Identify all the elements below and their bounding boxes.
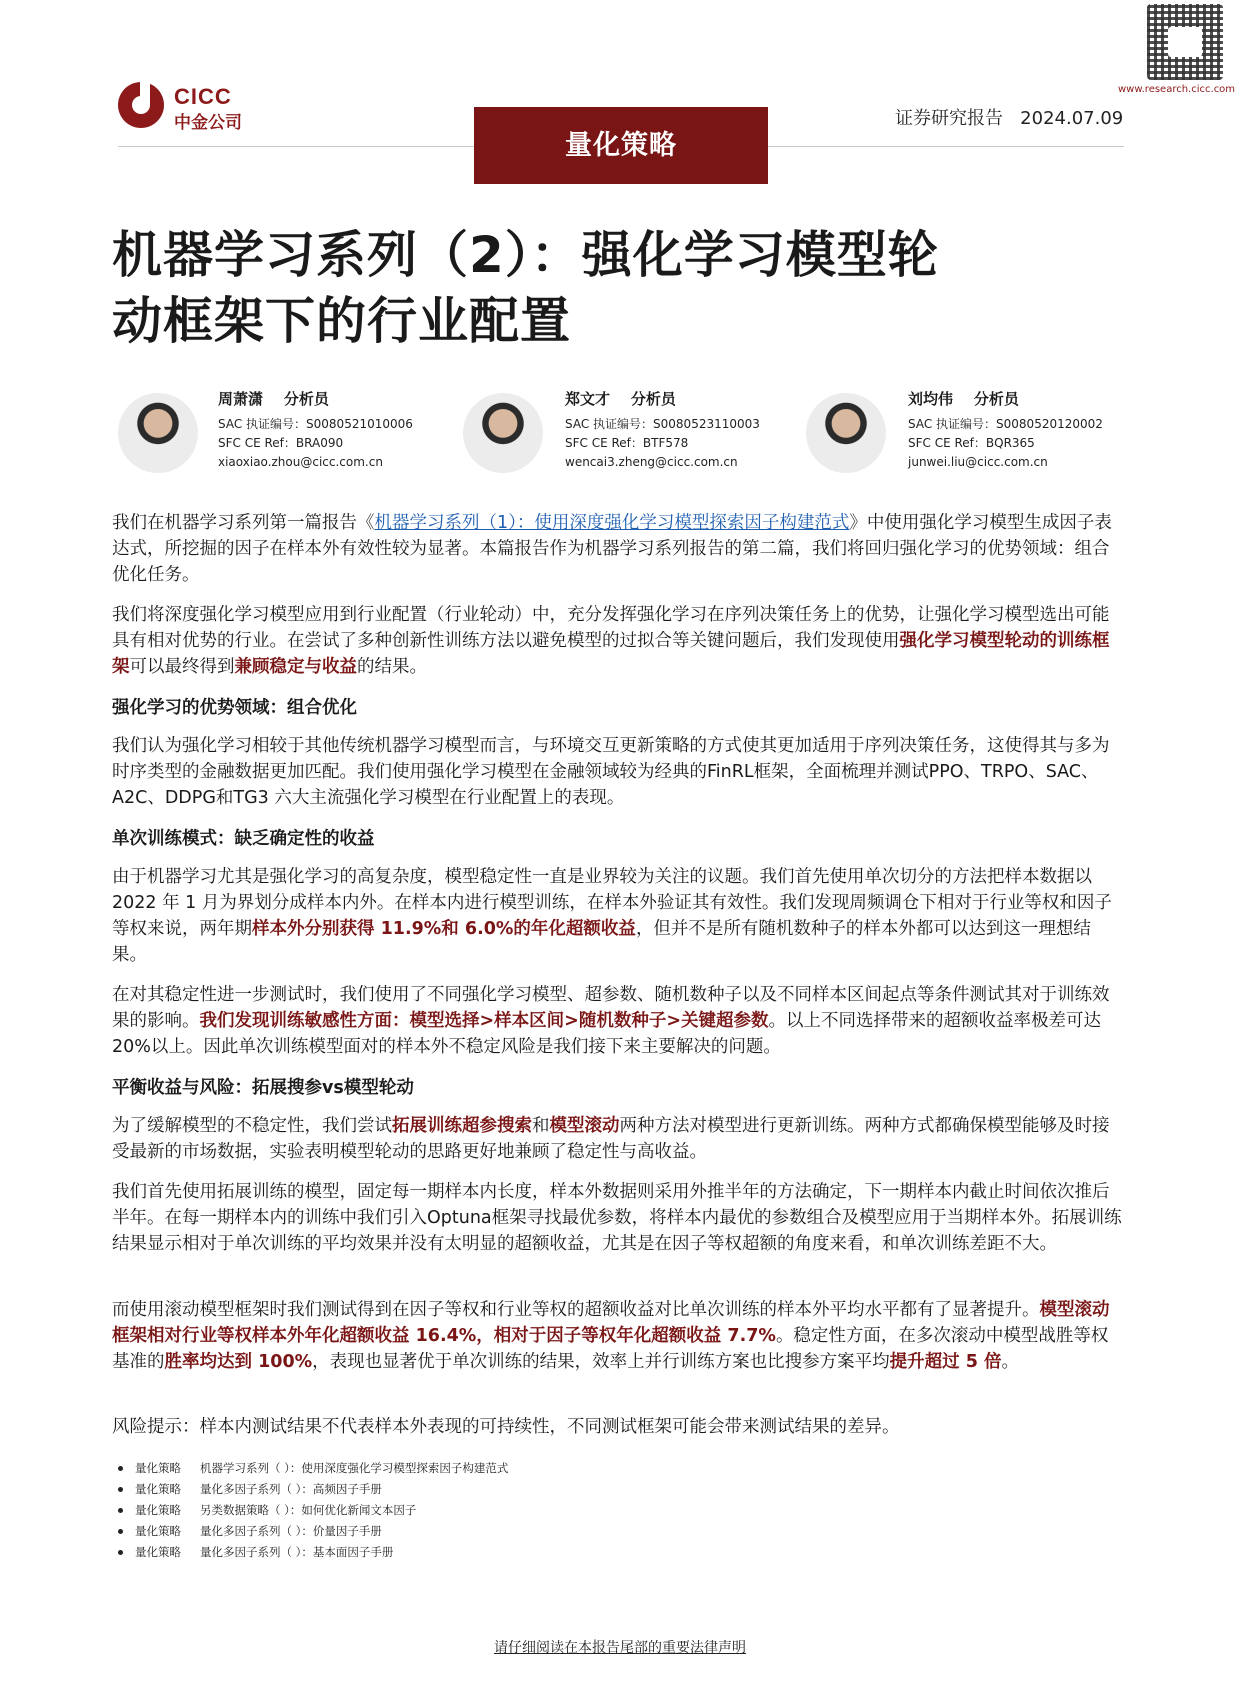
text: 两种方法对模型进行更新训练。两种方式都确保模型能够及时接受最新的市场数据，实验表明模型轮动的思路更好地兼顾了稳定性与高收益。 (112, 1116, 1110, 1162)
risk-warning (112, 1414, 1122, 1440)
report-type: 证券研究报告 (895, 108, 1003, 129)
analyst-name: 郑文才 (565, 390, 611, 408)
page-title (112, 222, 1122, 354)
analyst-email[interactable]: wencai3.zheng@cicc.com.cn (565, 455, 738, 469)
logo-en: CICC (174, 84, 232, 109)
related-report-item[interactable] (118, 1481, 382, 1497)
paragraph-rolling (112, 1297, 1122, 1375)
qr-center-logo-icon (1168, 27, 1202, 57)
analyst-email[interactable]: xiaoxiao.zhou@cicc.com.cn (218, 455, 383, 469)
text: 而使用滚动模型框架时我们测试得到在因子等权和行业等权的超额收益对比单次训练的样本外平均水平都有了显著提升。 (112, 1300, 1040, 1320)
paragraph-single-train (112, 864, 1122, 968)
highlight: 拓展训练超参搜索 (392, 1116, 532, 1136)
section-heading: 平衡收益与风险：拓展搜参vs模型轮动 (112, 1078, 414, 1098)
analyst-info (565, 388, 760, 472)
title-line-2: 动框架下的行业配置 (112, 292, 571, 350)
highlight: 样本外分别获得 11.9%和 6.0%的年化超额收益 (252, 919, 636, 939)
analyst-email[interactable]: junwei.liu@cicc.com.cn (908, 455, 1048, 469)
analyst-sfc: SFC CE Ref：BRA090 (218, 436, 344, 450)
analyst-role: 分析员 (283, 390, 329, 408)
legal-notice-text[interactable]: 请仔细阅读在本报告尾部的重要法律声明 (494, 1640, 746, 1656)
analyst-sfc: SFC CE Ref：BTF578 (565, 436, 689, 450)
text: 和 (532, 1116, 550, 1136)
analyst-card (463, 393, 543, 473)
text: 为了缓解模型的不稳定性，我们尝试 (112, 1116, 392, 1136)
analyst-role: 分析员 (973, 390, 1019, 408)
report-type-date (895, 104, 1123, 130)
text: 》中使用强化学习模型生成因子表达式，所挖掘的因子在样本外有效性较为显著。本篇报告作为机器学习系列报告的第二篇，我们将回归强化学习的优势领域：组合优化任务。 (112, 513, 1112, 585)
text: 在对其稳定性进一步测试时，我们使用了不同强化学习模型、超参数、随机数种子以及不同样本区间起点等条件测试其对于训练效果的影响。 (112, 985, 1110, 1031)
paragraph-advantage (112, 733, 1122, 811)
text: 风险提示：样本内测试结果不代表样本外表现的可持续性，不同测试框架可能会带来测试结果的差异。 (112, 1417, 900, 1437)
bullet-icon (118, 1508, 123, 1513)
report-date: 2024.07.09 (1020, 108, 1124, 129)
legal-notice (0, 1637, 1240, 1657)
section-heading: 单次训练模式：缺乏确定性的收益 (112, 829, 375, 849)
highlight: 兼顾稳定与收益 (234, 657, 357, 677)
text: 我们将深度强化学习模型应用到行业配置（行业轮动）中，充分发挥强化学习在序列决策任务上的优势，让强化学习模型选出可能具有相对优势的行业。在尝试了多种创新性训练方法以避免模型的过拟合等关键问题后，我们发现使用 (112, 605, 1110, 651)
site-url[interactable]: www.research.cicc.com (1118, 84, 1236, 95)
analyst-sac: SAC 执证编号：S0080520120002 (908, 417, 1103, 431)
text: 由于机器学习尤其是强化学习的高复杂度，模型稳定性一直是业界较为关注的议题。我们首先使用单次切分的方法把样本数据以 2022 年 1 月为界划分成样本内外。在样本内进行模型训练，在样本外验证其有效性。我们发现周频调仓下相对于行业等权和因子等权来说，两年期 (112, 867, 1112, 939)
analyst-name: 刘均伟 (908, 390, 954, 408)
paragraph-expand-train (112, 1179, 1122, 1257)
text: ，但并不是所有随机数种子的样本外都可以达到这一理想结果。 (112, 919, 1091, 965)
section-heading: 强化学习的优势领域：组合优化 (112, 698, 357, 718)
paragraph-stability (112, 982, 1122, 1060)
text: 我们在机器学习系列第一篇报告《 (112, 513, 375, 533)
analyst-sac: SAC 执证编号：S0080521010006 (218, 417, 413, 431)
related-report-item[interactable] (118, 1544, 393, 1560)
highlight: 强化学习模型轮动的训练框架 (112, 631, 1110, 677)
analyst-role: 分析员 (630, 390, 676, 408)
related-report-item[interactable] (118, 1523, 382, 1539)
analyst-card (118, 393, 198, 473)
analyst-info (908, 388, 1103, 472)
bullet-icon (118, 1487, 123, 1492)
analyst-name: 周萧潇 (218, 390, 264, 408)
highlight: 提升超过 5 倍 (889, 1352, 1002, 1372)
related-report-category: 量化策略 (135, 1503, 181, 1517)
highlight: 模型滚动 (549, 1116, 620, 1136)
analyst-sac: SAC 执证编号：S0080523110003 (565, 417, 760, 431)
cicc-logo (118, 82, 258, 132)
related-report-category: 量化策略 (135, 1524, 181, 1538)
bullet-icon (118, 1466, 123, 1471)
title-line-1: 机器学习系列（2）：强化学习模型轮 (112, 226, 939, 284)
text: 可以最终得到 (129, 657, 235, 677)
bullet-icon (118, 1550, 123, 1555)
related-report-item[interactable] (118, 1502, 416, 1518)
paragraph-approach (112, 602, 1122, 680)
text: 我们认为强化学习相较于其他传统机器学习模型而言，与环境交互更新策略的方式使其更加适用于序列决策任务，这使得其与多为时序类型的金融数据更加匹配。我们使用强化学习模型在金融领域较为经典的FinRL框架，全面梳理并测试PPO、TRPO、SAC、A2C、DDPG和TG3 六大主流强化学习模型在行业配置上的表现。 (112, 736, 1110, 808)
related-report-title[interactable]: 量化多因子系列（ ）：基本面因子手册 (200, 1545, 394, 1559)
report-link[interactable]: 机器学习系列（1）：使用深度强化学习模型探索因子构建范式 (374, 513, 850, 533)
paragraph-intro (112, 510, 1122, 588)
avatar (463, 393, 543, 473)
text: 。稳定性方面，在多次滚动中模型战胜等权基准的 (112, 1326, 1109, 1372)
related-report-title[interactable]: 量化多因子系列（ ）：价量因子手册 (200, 1524, 382, 1538)
analyst-card (806, 393, 886, 473)
related-report-title[interactable]: 机器学习系列（ ）：使用深度强化学习模型探索因子构建范式 (200, 1461, 509, 1475)
avatar (806, 393, 886, 473)
related-report-category: 量化策略 (135, 1545, 181, 1559)
highlight: 胜率均达到 100% (164, 1352, 313, 1372)
text: 我们首先使用拓展训练的模型，固定每一期样本内长度，样本外数据则采用外推半年的方法确定，下一期样本内截止时间依次推后半年。在每一期样本内的训练中我们引入Optuna框架寻找最优参数，将样本内最优的参数组合及模型应用于当期样本外。拓展训练结果显示相对于单次训练的平均效果并没有太明显的超额收益，尤其是在因子等权超额的角度来看，和单次训练差距不大。 (112, 1182, 1122, 1254)
related-report-category: 量化策略 (135, 1482, 181, 1496)
text: ，表现也显著优于单次训练的结果，效率上并行训练方案也比搜参方案平均 (312, 1352, 890, 1372)
avatar (118, 393, 198, 473)
logo-cn: 中金公司 (174, 113, 242, 133)
analyst-info (218, 388, 413, 472)
section-tag: 量化策略 (474, 107, 768, 184)
text: 。以上不同选择带来的超额收益率极差可达 20%以上。因此单次训练模型面对的样本外不稳定风险是我们接下来主要解决的问题。 (112, 1011, 1101, 1057)
analyst-sfc: SFC CE Ref：BQR365 (908, 436, 1035, 450)
related-report-title[interactable]: 另类数据策略（ ）：如何优化新闻文本因子 (200, 1503, 417, 1517)
related-report-item[interactable] (118, 1460, 508, 1476)
related-report-category: 量化策略 (135, 1461, 181, 1475)
text: 的结果。 (357, 657, 427, 677)
text: 。 (1001, 1352, 1020, 1372)
bullet-icon (118, 1529, 123, 1534)
related-report-title[interactable]: 量化多因子系列（ ）：高频因子手册 (200, 1482, 382, 1496)
highlight: 我们发现训练敏感性方面：模型选择>样本区间>随机数种子>关键超参数 (199, 1011, 769, 1031)
paragraph-methods (112, 1113, 1122, 1165)
highlight: 模型滚动框架相对行业等权样本外年化超额收益 16.4%，相对于因子等权年化超额收益 7.7% (112, 1300, 1110, 1346)
